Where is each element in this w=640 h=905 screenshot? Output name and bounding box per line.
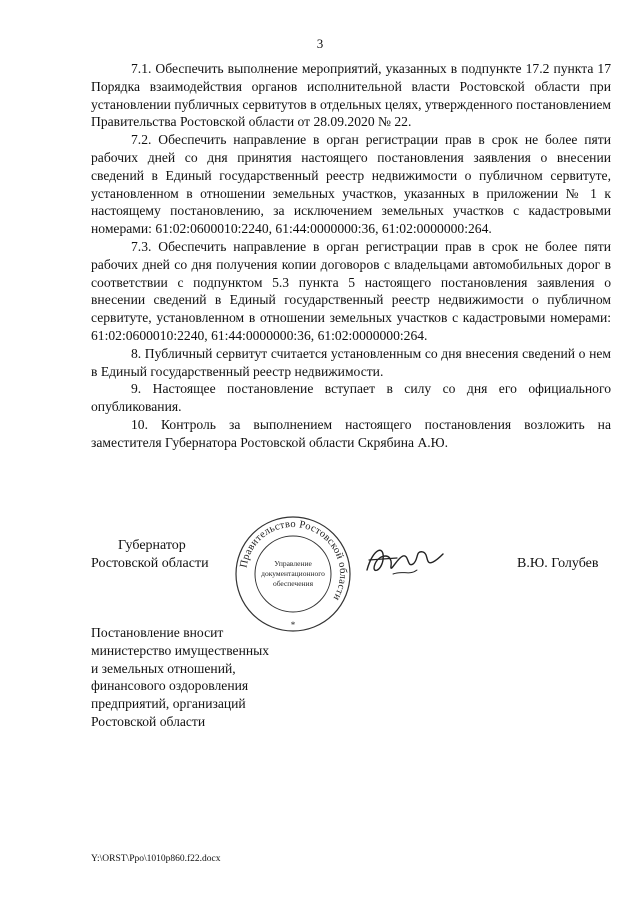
seal-inner-line1: Управление (274, 559, 312, 568)
paragraph-7-2: 7.2. Обеспечить направление в орган регистрации прав в срок не более пяти рабочих дней со дня принятия настоящего постановления заявления о внесении сведений в Единый государственный реестр недвижимости о публичном сервитуте, установленном в отношении земельных участков, указанных в приложении № 1 к настоящему постановлению, за исключением земельных участков с кадастровыми номерами: 61:02:0600010:2240, 61:44:0000000:36, 61:02:0000000:264. (91, 132, 611, 237)
paragraph-10: 10. Контроль за выполнением настоящего постановления возложить на заместителя Губернатора Ростовской области Скрябина А.Ю. (91, 416, 611, 450)
handwritten-signature (363, 540, 445, 582)
submitted-line: финансового оздоровления (91, 678, 249, 694)
signatory-position-line1: Губернатор (118, 538, 186, 553)
submitted-line: Ростовской области (91, 713, 206, 729)
signatory-position-line2: Ростовской области (91, 556, 209, 571)
seal-star: * (290, 620, 296, 630)
paragraph-7-3: 7.3. Обеспечить направление в орган регистрации прав в срок не более пяти рабочих дней со дня получения копии договоров с владельцами автомобильных дорог в соответствии с подпунктом 5.3 пункта 5 настоящего постановления заявления о внесении сведений в Единый государственный реестр недвижимости о публичном сервитуте, установленном в отношении земельных участков с кадастровыми номерами: 61:02:0600010:2240, 61:44:0000000:36, 61:02:0000000:264. (91, 238, 611, 343)
paragraph-7-1: 7.1. Обеспечить выполнение мероприятий, указанных в подпункте 17.2 пункта 17 Порядка взаимодействия органов исполнительной власти Ростовской области при установлении публичных сервитутов в отдельных целях, утвержденного постановлением Правительства Ростовской области от 28.09.2020 № 22. (91, 61, 611, 130)
submitted-line: министерство имущественных (91, 642, 270, 658)
submitted-line: Постановление вносит (91, 625, 224, 640)
paragraph-8: 8. Публичный сервитут считается установленным со дня внесения сведений о нем в Единый государственный реестр недвижимости. (91, 345, 611, 379)
submitted-line: предприятий, организаций (91, 696, 246, 712)
signature-block (0, 514, 640, 634)
official-seal (233, 514, 353, 634)
seal-inner-line3: обеспечения (272, 579, 314, 588)
submitted-line: и земельных отношений, (91, 660, 236, 676)
seal-inner-line2: документационного (261, 569, 325, 578)
document-body (91, 60, 611, 452)
seal-outer-text: Правительство Ростовской области (238, 518, 349, 603)
file-path-footer: Y:\ORST\Ppo\1010p860.f22.docx (91, 854, 221, 864)
page-number: 3 (316, 36, 324, 51)
signatory-name: В.Ю. Голубев (517, 556, 599, 571)
submitted-by-note (91, 624, 311, 731)
paragraph-9: 9. Настоящее постановление вступает в силу со дня его официального опубликования. (91, 381, 611, 415)
